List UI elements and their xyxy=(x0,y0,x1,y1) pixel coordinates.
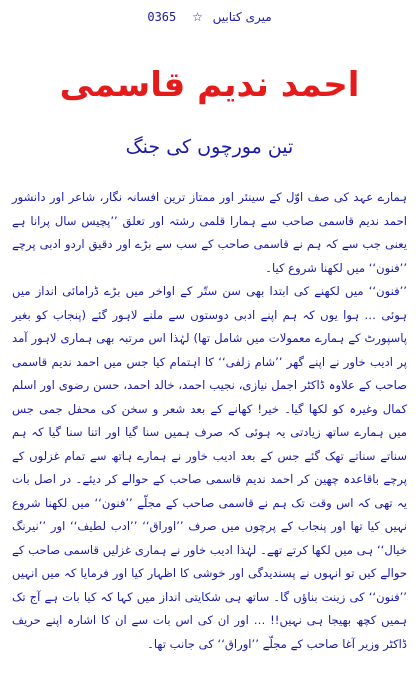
article-body xyxy=(12,186,407,656)
page-header xyxy=(0,8,419,26)
book-series-title: میری کتابیں xyxy=(212,10,272,24)
paragraph: ہمارے عہد کی صف اوّل کے سینئر اور ممتاز ترین افسانہ نگار، شاعر اور دانشور احمد ندیم قاسمی صاحب سے ہمارا قلمی رشتہ اور تعلق ’’پچیس سال پرانا ہے یعنی جب سے کہ ہم نے قاسمی صاحب کے سب سے بڑے اور دقیق اردو ادبی پرچے ’’فنون‘‘ میں لکھنا شروع کیا۔ xyxy=(12,190,407,275)
page-title: احمد ندیم قاسمی xyxy=(59,65,360,105)
star-separator-icon: ☆ xyxy=(192,10,203,24)
paragraph: ’’فنون‘‘ میں لکھنے کی ابتدا بھی سن ستّر کے اواخر میں بڑے ڈرامائی انداز میں ہوئی … ہوا یوں کہ ہم اپنے ادبی دوستوں سے ملنے لاہور گئے (پنجاب کو بغیر پاسپورٹ کے ہمارے معمولات میں شامل تھا) لہٰذا اس مرتبہ بھی ہماری لاہور آمد پر ادیب خاور نے اپنے گھر ’’شام زلفی‘‘ کا اہتمام کیا جس میں احمد ندیم قاسمی صاحب کے علاوہ ڈاکٹر اجمل نیازی، نجیب احمد، خالد احمد، حسن رضوی اور اسلم کمال وغیرہ کو لکھا گیا۔ خیر! کھانے کے بعد شعر و سخن کی محفل جمی جس میں ہمارے ساتھ زیادتی یہ ہوئی کہ صرف ہمیں سنا گیا اور اتنا سنا گیا کہ ہم سناتے سناتے تھک گئے جس کے بعد ادیب خاور نے ہمارے ہاتھ سے تمام غزلوں کے پرچے باقاعدہ چھین کر احمد ندیم قاسمی صاحب کے حوالے کر دیئے۔ در اصل بات یہ تھی کہ اس وقت تک ہم نے قاسمی صاحب کے مجلّے ’’فنون‘‘ میں لکھنا شروع نہیں کیا تھا اور پنجاب کے پرچوں میں صرف ’’اوراق‘‘ ’’ادب لطیف‘‘ اور ’’نیرنگ خیال‘‘ ہی میں لکھا کرتے تھے۔ لہٰذا ادیب خاور نے ہماری غزلیں قاسمی صاحب کے حوالے کیں تو انہوں نے پسندیدگی اور خوشی کا اظہار کیا اور فرمایا کہ میں انہیں ’’فنون‘‘ کی زینت بناؤں گا۔ ساتھ ہی شکایتی انداز میں کہا کہ کیا بات ہے آج تک ہمیں کچھ بھیجا ہی نہیں!! … اور ان کی اس بات سے ان کا اشارہ اپنے حریف ڈاکٹر وزیر آغا صاحب کے مجلّے ’’اوراق‘‘ کی جانب تھا۔ xyxy=(12,284,407,651)
chapter-subtitle: تین مورچوں کی جنگ xyxy=(125,136,294,158)
page-number: 0365 xyxy=(147,10,177,24)
